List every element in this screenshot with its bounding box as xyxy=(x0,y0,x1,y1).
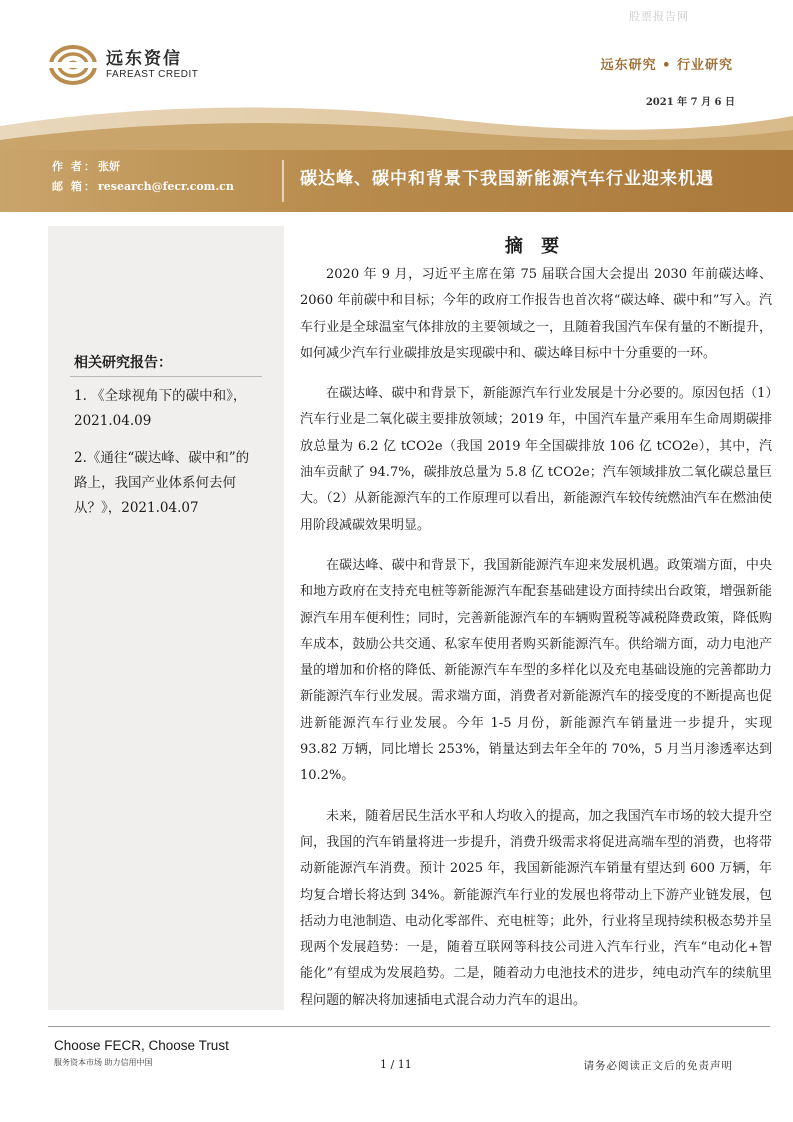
brand-logo xyxy=(48,44,198,86)
section-label: 远东研究 • 行业研究 xyxy=(600,58,733,73)
disclaimer-note: 请务必阅读正文后的免责声明 xyxy=(583,1060,733,1072)
abstract-paragraph: 2020 年 9 月，习近平主席在第 75 届联合国大会提出 2030 年前碳达峰、2060 年前碳中和目标；今年的政府工作报告也首次将“碳达峰、碳中和”写入。汽车行业是全球温室气体排放的主要领域之一，且随着我国汽车保有量的不断提升，如何减少汽车行业碳排放是实现碳中和、碳达峰目标中十分重要的一环。 xyxy=(300,267,772,361)
report-title: 碳达峰、碳中和背景下我国新能源汽车行业迎来机遇 xyxy=(300,169,714,189)
author-label: 作 者： xyxy=(52,160,97,173)
abstract-body xyxy=(300,262,772,1028)
email-label: 邮 箱： xyxy=(52,180,97,193)
related-reports-list xyxy=(74,384,262,533)
watermark: 股票报告网 xyxy=(629,10,689,23)
page-number: 1 / 11 xyxy=(380,1058,412,1071)
author-name: 张妍 xyxy=(98,160,120,173)
email-line xyxy=(52,178,234,194)
abstract-heading: 摘 要 xyxy=(504,236,566,257)
related-reports-divider xyxy=(70,376,262,377)
footer-divider xyxy=(48,1026,770,1027)
fareast-credit-logo-icon xyxy=(48,44,98,86)
footer-slogan: Choose FECR, Choose Trust xyxy=(54,1038,229,1053)
related-report-item: 2.《通往“碳达峰、碳中和”的路上，我国产业体系何去何从？》，2021.04.07 xyxy=(74,450,250,516)
footer-tagline: 服务资本市场 助力信用中国 xyxy=(54,1058,153,1067)
abstract-paragraph: 在碳达峰、碳中和背景下，新能源汽车行业发展是十分必要的。原因包括（1）汽车行业是二氧化碳主要排放领域；2019 年，中国汽车量产乘用车生命周期碳排放总量为 6.2 亿 tCO2e（我国 2019 年全国碳排放 106 亿 tCO2e），其中，汽油车贡献了 94.7%，碳排放总量为 5.8 亿 tCO2e；汽车领域排放二氧化碳总量巨大。（2）从新能源汽车的工作原理可以看出，新能源汽车较传统燃油汽车在燃油使用阶段减碳效果明显。 xyxy=(300,386,772,533)
related-reports-title: 相关研究报告： xyxy=(74,355,172,371)
banner-wave xyxy=(0,96,793,158)
related-report-item: 1. 《全球视角下的碳中和》，2021.04.09 xyxy=(74,388,247,429)
abstract-paragraph: 未来，随着居民生活水平和人均收入的提高，加之我国汽车市场的较大提升空间，我国的汽车销量将进一步提升，消费升级需求将促进高端车型的消费，也将带动新能源汽车消费。预计 2025 年，我国新能源汽车销量有望达到 600 万辆，年均复合增长将达到 34%。新能源汽车行业的发展也将带动上下游产业链发展，包括动力电池制造、电动化零部件、充电桩等；此外，行业将呈现持续积极态势并呈现两个发展趋势：一是，随着互联网等科技公司进入汽车行业，汽车“电动化+智能化”有望成为发展趋势。二是，随着动力电池技术的进步，纯电动汽车的续航里程问题的解决将加速插电式混合动力汽车的退出。 xyxy=(300,808,772,1008)
brand-name-cn: 远东资信 xyxy=(106,49,182,69)
title-banner xyxy=(0,150,793,212)
author-line xyxy=(52,158,120,174)
report-date: 2021 年 7 月 6 日 xyxy=(645,97,735,108)
banner-divider xyxy=(282,160,284,202)
email-address: research@fecr.com.cn xyxy=(98,180,234,193)
sidebar xyxy=(48,226,284,1010)
brand-name-en: FAREAST CREDIT xyxy=(106,69,199,80)
abstract-paragraph: 在碳达峰、碳中和背景下，我国新能源汽车迎来发展机遇。政策端方面，中央和地方政府在支持充电桩等新能源汽车配套基础建设方面持续出台政策，增强新能源汽车用车便利性；同时，完善新能源汽车的车辆购置税等减税降费政策，降低购车成本，鼓励公共交通、私家车使用者购买新能源汽车。供给端方面，动力电池产量的增加和价格的降低、新能源汽车车型的多样化以及充电基础设施的完善都助力新能源汽车行业发展。需求端方面，消费者对新能源汽车的接受度的不断提高也促进新能源汽车行业发展。今年 1-5 月份，新能源汽车销量进一步提升，实现 93.82 万辆，同比增长 253%，销量达到去年全年的 70%，5 月当月渗透率达到 10.2%。 xyxy=(300,557,772,784)
